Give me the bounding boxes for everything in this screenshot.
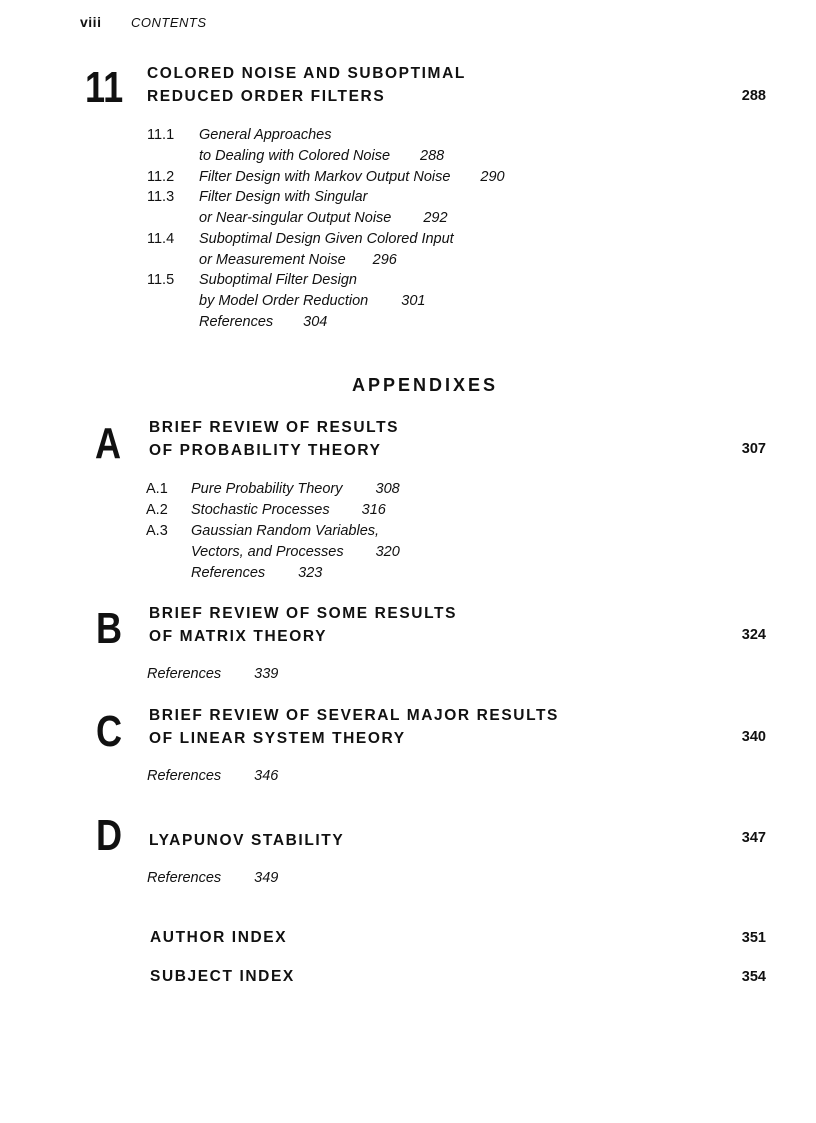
section-title-line-1: Pure Probability Theory — [191, 481, 343, 497]
references-page: 349 — [254, 870, 279, 886]
section-11-3-continued — [199, 208, 448, 229]
section-page: 316 — [361, 502, 386, 518]
section-number: A.2 — [146, 502, 168, 518]
section-page: 308 — [375, 481, 400, 497]
references-label: References — [147, 666, 222, 682]
appendix-c-page: 340 — [741, 729, 766, 745]
references-page: 339 — [254, 666, 279, 682]
appendix-d-references — [147, 870, 278, 886]
section-11-1 — [147, 125, 331, 146]
appendix-c-mark: C — [96, 707, 123, 756]
appendix-c-references — [147, 768, 278, 784]
section-number: 11.5 — [147, 272, 175, 288]
chapter-11-title-line-2: REDUCED ORDER FILTERS — [147, 88, 386, 105]
section-title-line-1: General Approaches — [199, 127, 332, 143]
section-11-2 — [147, 167, 505, 188]
appendix-b-mark: B — [96, 604, 123, 653]
section-number: 11.1 — [147, 127, 175, 143]
section-11-5-continued — [199, 291, 425, 312]
author-index-title: AUTHOR INDEX — [150, 929, 288, 946]
subject-index-page: 354 — [741, 969, 766, 985]
subject-index-title: SUBJECT INDEX — [150, 968, 295, 985]
section-title-line-1: Suboptimal Design Given Colored Input — [199, 231, 454, 247]
appendix-d-title: LYAPUNOV STABILITY — [149, 832, 345, 849]
references-page: 323 — [298, 565, 323, 581]
section-title-line-1: Gaussian Random Variables, — [191, 523, 380, 539]
appendix-b-references — [147, 666, 278, 682]
section-page: 301 — [401, 293, 426, 309]
section-number: A.1 — [146, 481, 168, 497]
references-label: References — [147, 768, 222, 784]
section-a-3 — [146, 521, 379, 542]
section-number: 11.3 — [147, 189, 175, 205]
appendix-c-title-line-1: BRIEF REVIEW OF SEVERAL MAJOR RESULTS — [149, 707, 559, 724]
section-number: 11.4 — [147, 231, 175, 247]
section-number: A.3 — [146, 523, 168, 539]
section-title-line-1: Stochastic Processes — [191, 502, 330, 518]
section-page: 292 — [423, 210, 448, 226]
section-title-line-2: by Model Order Reduction — [199, 293, 369, 309]
section-a-2 — [146, 500, 386, 521]
section-page: 296 — [372, 252, 397, 268]
section-page: 290 — [480, 169, 505, 185]
section-11-3 — [147, 187, 367, 208]
section-title-line-2: Vectors, and Processes — [191, 544, 344, 560]
section-a-3-continued — [191, 542, 400, 563]
section-title-line-1: Suboptimal Filter Design — [199, 272, 357, 288]
appendix-d-page: 347 — [741, 830, 766, 846]
running-title: CONTENTS — [131, 15, 207, 30]
references-label: References — [199, 314, 274, 330]
chapter-11-title-line-1: COLORED NOISE AND SUBOPTIMAL — [147, 65, 466, 82]
section-11-4 — [147, 229, 454, 250]
appendix-d-mark: D — [96, 811, 123, 860]
appendix-b-title-line-1: BRIEF REVIEW OF SOME RESULTS — [149, 605, 458, 622]
section-title-line-2: to Dealing with Colored Noise — [199, 148, 391, 164]
appendix-a-references — [191, 563, 322, 584]
appendix-a-title-line-2: OF PROBABILITY THEORY — [149, 442, 382, 459]
chapter-11-page: 288 — [741, 88, 766, 104]
section-page: 288 — [420, 148, 445, 164]
section-11-4-continued — [199, 250, 397, 271]
page-numeral: viii — [80, 14, 102, 30]
section-page: 320 — [375, 544, 400, 560]
section-11-5 — [147, 270, 357, 291]
section-number: 11.2 — [147, 169, 175, 185]
section-a-1 — [146, 479, 400, 500]
appendix-c-title-line-2: OF LINEAR SYSTEM THEORY — [149, 730, 406, 747]
section-title-line-1: Filter Design with Singular — [199, 189, 368, 205]
chapter-11-mark: 11 — [85, 63, 124, 112]
chapter-11-references — [199, 312, 327, 333]
section-title-line-1: Filter Design with Markov Output Noise — [199, 169, 451, 185]
references-label: References — [147, 870, 222, 886]
appendix-a-page: 307 — [741, 441, 766, 457]
appendixes-heading: APPENDIXES — [351, 375, 499, 395]
references-page: 304 — [303, 314, 328, 330]
references-page: 346 — [254, 768, 279, 784]
section-title-line-2: or Near-singular Output Noise — [199, 210, 392, 226]
section-11-1-continued — [199, 146, 444, 167]
references-label: References — [191, 565, 266, 581]
appendix-b-page: 324 — [741, 627, 766, 643]
section-title-line-2: or Measurement Noise — [199, 252, 346, 268]
appendix-a-title-line-1: BRIEF REVIEW OF RESULTS — [149, 419, 400, 436]
appendix-a-mark: A — [95, 419, 122, 468]
appendix-b-title-line-2: OF MATRIX THEORY — [149, 628, 328, 645]
author-index-page: 351 — [741, 930, 766, 946]
